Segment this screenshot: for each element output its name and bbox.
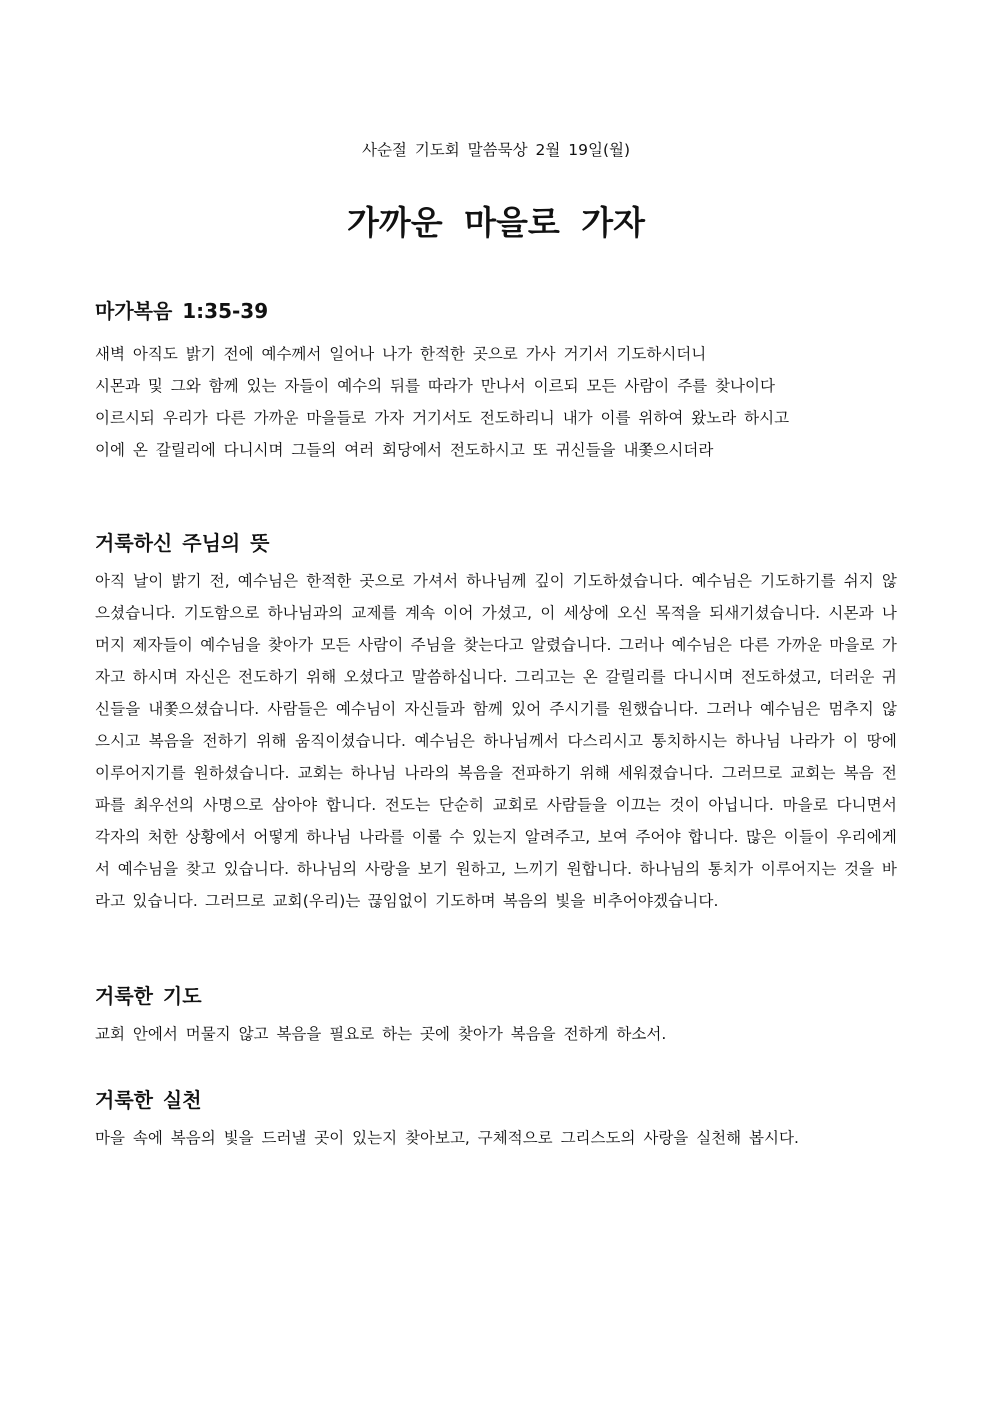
practice-body: 마을 속에 복음의 빛을 드러낼 곳이 있는지 찾아보고, 구체적으로 그리스도의 사랑을 실천해 봅시다. [95,1129,799,1147]
prayer-body: 교회 안에서 머물지 않고 복음을 필요로 하는 곳에 찾아가 복음을 전하게 하소서. [95,1025,667,1043]
scripture-line: 시몬과 및 그와 함께 있는 자들이 예수의 뒤를 따라가 만나서 이르되 모든 사람이 주를 찾나이다 [95,377,775,395]
scripture-line: 새벽 아직도 밝기 전에 예수께서 일어나 나가 한적한 곳으로 가사 거기서 기도하시더니 [95,345,707,363]
prayer-heading: 거룩한 기도 [95,984,202,1008]
document-title: 가까운 마을로 가자 [346,203,645,242]
meditation-body: 아직 날이 밝기 전, 예수님은 한적한 곳으로 가셔서 하나님께 깊이 기도하셨습니다. 예수님은 기도하기를 쉬지 않으셨습니다. 기도함으로 하나님과의 교제를 계속 이어 가셨고, 이 세상에 오신 목적을 되새기셨습니다. 시몬과 나머지 제자들이 예수님을 찾아가 모든 사람이 주님을 찾는다고 알렸습니다. 그러나 예수님은 다른 가까운 마을로 가자고 하시며 자신은 전도하기 위해 오셨다고 말씀하십니다. 그리고는 온 갈릴리를 다니시며 전도하셨고, 더러운 귀신들을 내쫓으셨습니다. 사람들은 예수님이 자신들과 함께 있어 주시기를 원했습니다. 그러나 예수님은 멈추지 않으시고 복음을 전하기 위해 움직이셨습니다. 예수님은 하나님께서 다스리시고 통치하시는 하나님 나라가 이 땅에 이루어지기를 원하셨습니다. 교회는 하나님 나라의 복음을 전파하기 위해 세워졌습니다. 그러므로 교회는 복음 전파를 최우선의 사명으로 삼아야 합니다. 전도는 단순히 교회로 사람들을 이끄는 것이 아닙니다. 마을로 다니면서 각자의 처한 상황에서 어떻게 하나님 나라를 이룰 수 있는지 알려주고, 보여 주어야 합니다. 많은 이들이 우리에게서 예수님을 찾고 있습니다. 하나님의 사랑을 보기 원하고, 느끼기 원합니다. 하나님의 통치가 이루어지는 것을 바라고 있습니다. 그러므로 교회(우리)는 끊임없이 기도하며 복음의 빛을 비추어야겠습니다. [95,572,897,910]
meditation-heading: 거룩하신 주님의 뜻 [95,531,270,555]
scripture-line: 이에 온 갈릴리에 다니시며 그들의 여러 회당에서 전도하시고 또 귀신들을 내쫓으시더라 [95,441,714,459]
document-subtitle: 사순절 기도회 말씀묵상 2월 19일(월) [361,141,631,159]
scripture-heading: 마가복음 1:35-39 [95,299,269,323]
scripture-passage [95,338,915,466]
practice-heading: 거룩한 실천 [95,1088,202,1112]
scripture-line: 이르시되 우리가 다른 가까운 마을들로 가자 거기서도 전도하리니 내가 이를 위하여 왔노라 하시고 [95,409,790,427]
